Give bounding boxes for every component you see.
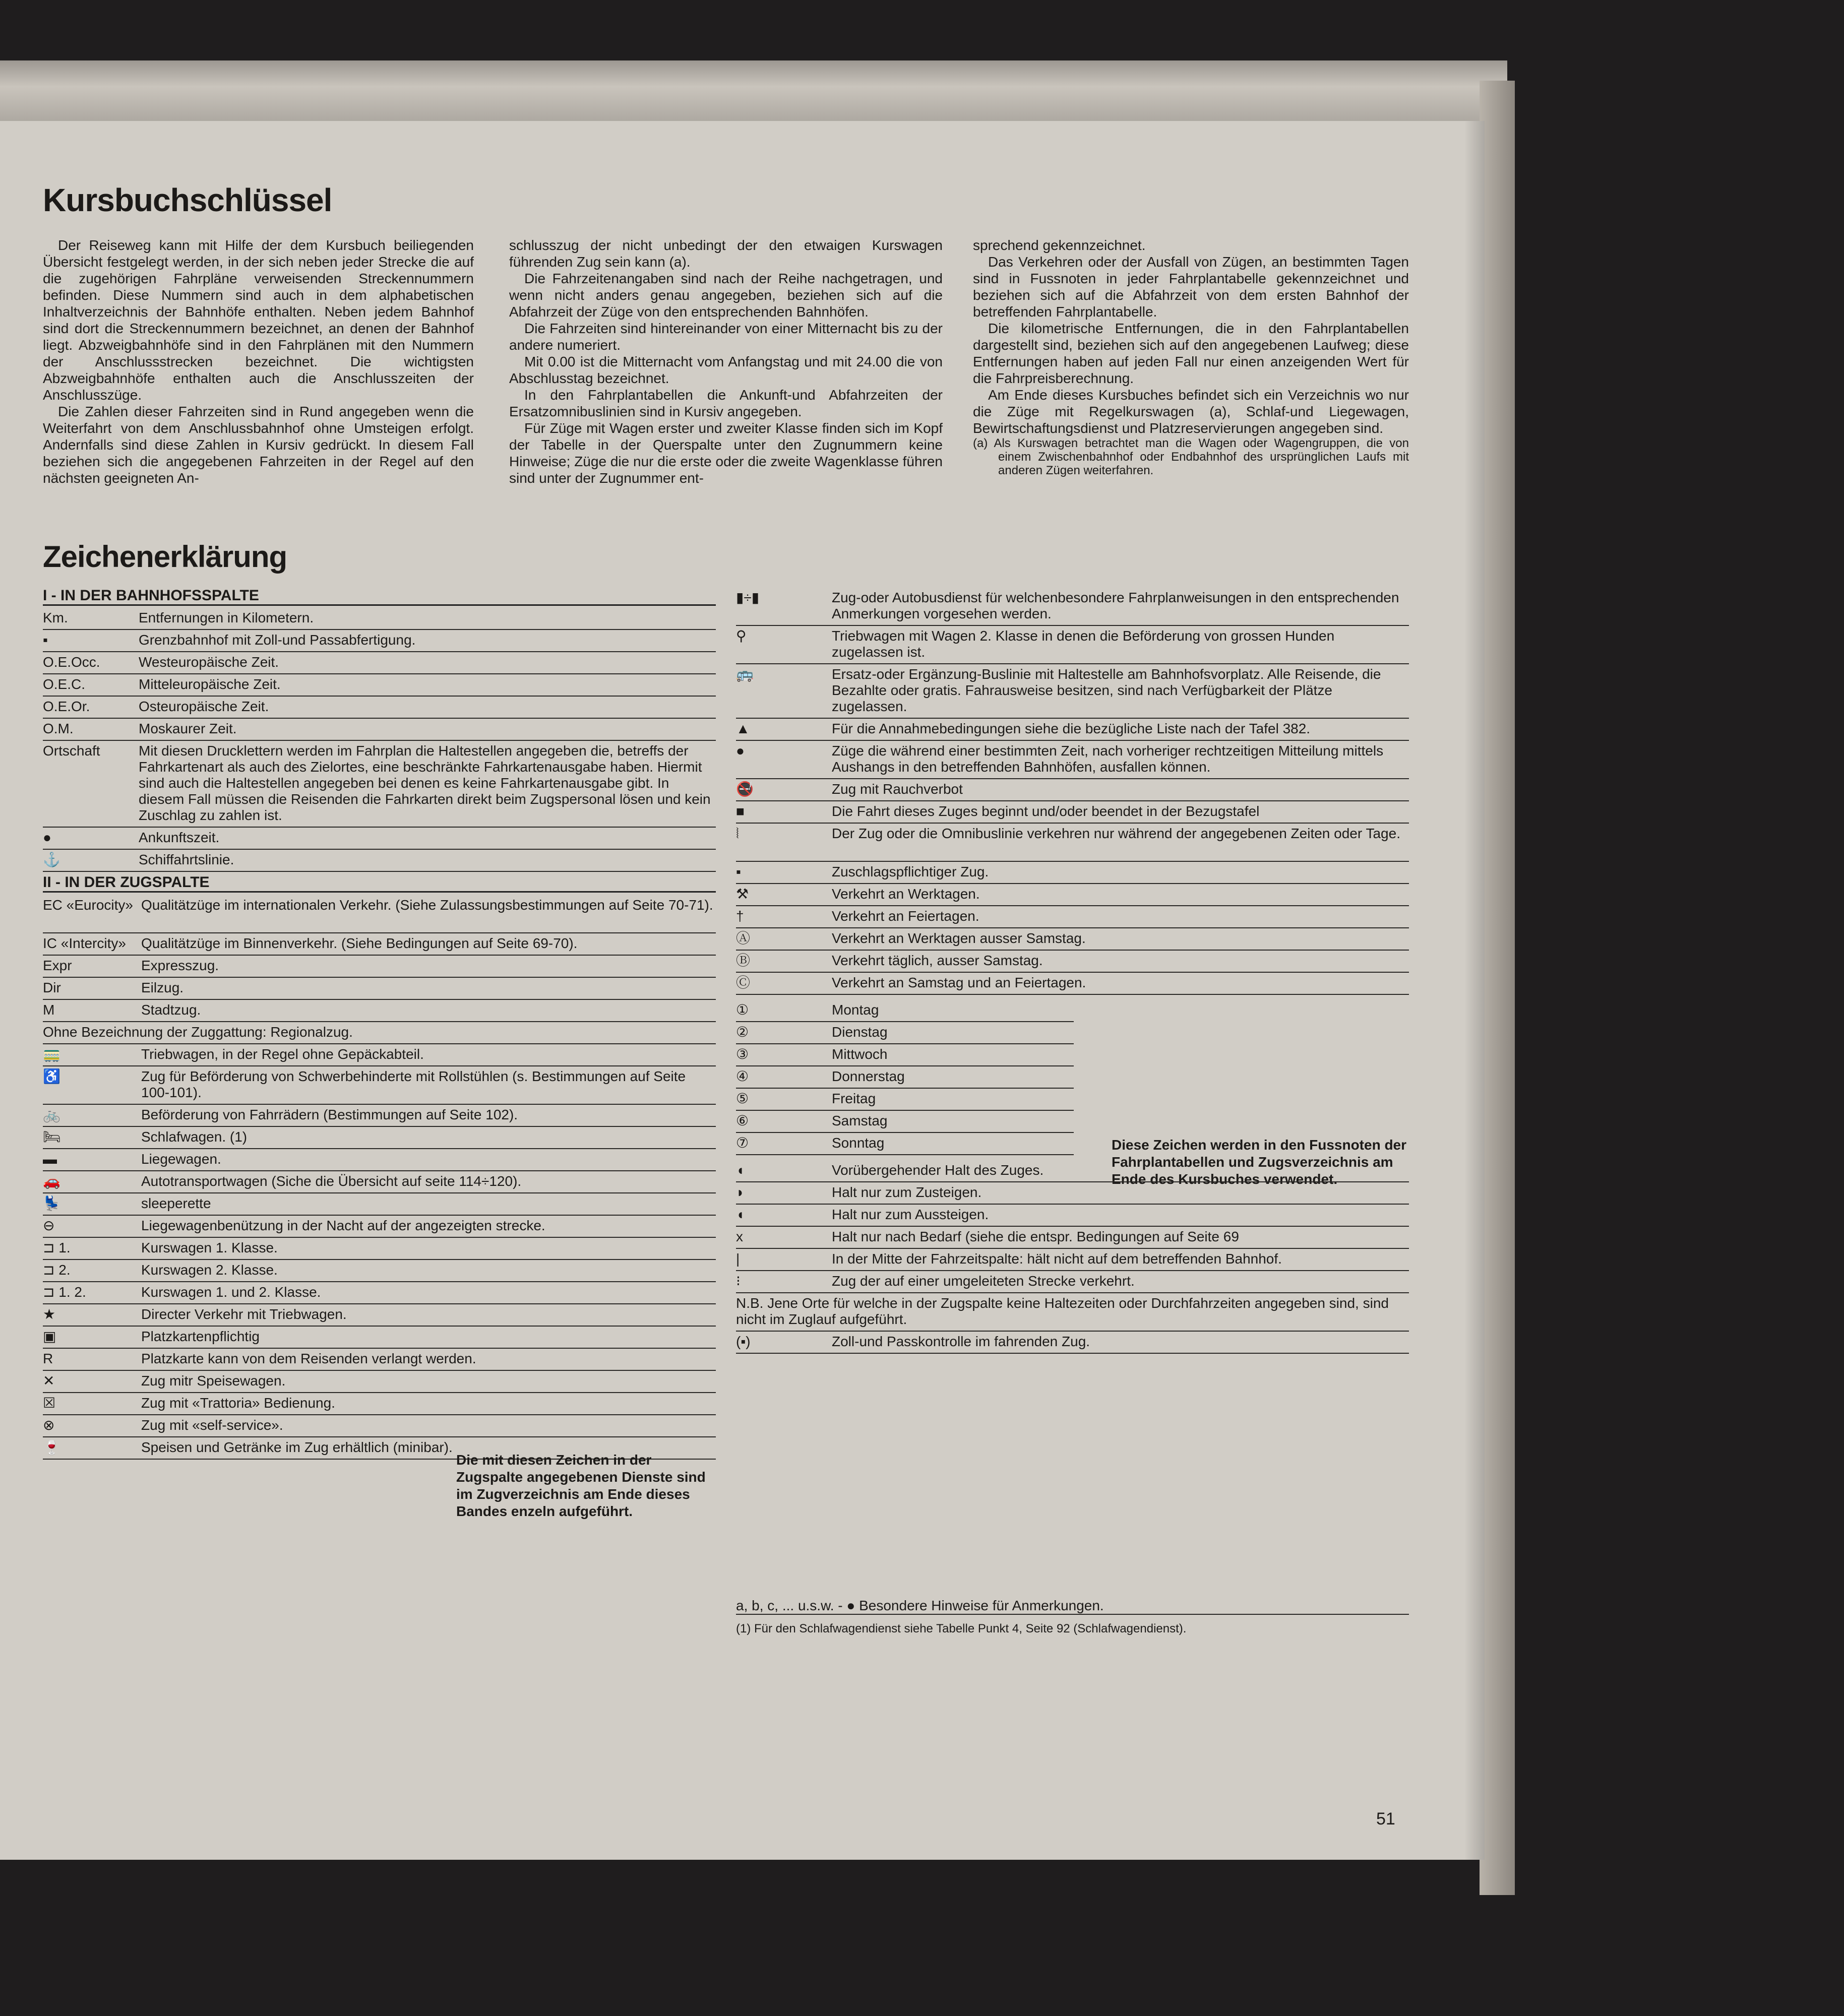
legend-text: Qualitätzüge im Binnenverkehr. (Siehe Bedingungen auf Seite 69-70). bbox=[141, 935, 578, 951]
section-title-zeichen: Zeichenerklärung bbox=[43, 540, 287, 574]
legend-row bbox=[736, 1184, 1409, 1205]
legend-symbol-icon: ② bbox=[736, 1024, 749, 1040]
legend-symbol-icon: Ⓑ bbox=[736, 953, 751, 968]
legend-row bbox=[736, 743, 1409, 779]
legend-text: Osteuropäische Zeit. bbox=[139, 699, 269, 714]
legend-text: Speisen und Getränke im Zug erhältlich (minibar). bbox=[141, 1439, 453, 1455]
legend-symbol-icon: 🛏 bbox=[43, 1129, 61, 1145]
book-spine-edge bbox=[1480, 81, 1515, 1895]
legend-text: Züge die während einer bestimmten Zeit, nach vorheriger rechtzeitigen Mitteilung mittels Aushangs in den betreffenden Bahnhöfen, ausfallen können. bbox=[832, 743, 1384, 775]
legend-row bbox=[43, 632, 716, 652]
legend-text: Triebwagen, in der Regel ohne Gepäckabteil. bbox=[141, 1046, 424, 1062]
legend-text: Zuschlagspflichtiger Zug. bbox=[832, 864, 989, 879]
text-column-3 bbox=[973, 237, 1409, 477]
legend-symbol-icon: † bbox=[736, 908, 744, 924]
legend-row bbox=[43, 1002, 716, 1022]
legend-text: Mittwoch bbox=[832, 1046, 888, 1062]
legend-text: Grenzbahnhof mit Zoll-und Passabfertigung. bbox=[139, 632, 416, 648]
legend-text: Beförderung von Fahrrädern (Bestimmungen auf Seite 102). bbox=[141, 1107, 518, 1122]
legend-text: Halt nur zum Aussteigen. bbox=[832, 1207, 989, 1222]
legend-row bbox=[43, 1262, 716, 1282]
legend-row bbox=[43, 654, 716, 674]
legend-text: Sonntag bbox=[832, 1135, 885, 1151]
legend-text: Kurswagen 1. Klasse. bbox=[141, 1240, 278, 1255]
legend-row bbox=[736, 1334, 1409, 1354]
legend-row bbox=[736, 1251, 1409, 1271]
legend-symbol-icon: 🍷 bbox=[43, 1439, 60, 1455]
legend-text: sleeperette bbox=[141, 1195, 211, 1211]
legend-symbol-icon: ⊐ 1. bbox=[43, 1240, 71, 1255]
legend-text: Triebwagen mit Wagen 2. Klasse in denen die Beförderung von grossen Hunden zugelassen ist. bbox=[832, 628, 1335, 660]
paragraph: Das Verkehren oder der Ausfall von Zügen, an bestimmten Tagen sind in Fussnoten in jeder Fahrplantabelle gekennzeichnet und beziehen sich auf die Abfahrzeit von dem ersten Bahnhof der betreffenden Fahrplantabelle. bbox=[973, 254, 1409, 320]
legend-symbol-icon: ⦚ bbox=[736, 826, 739, 841]
paragraph: Die Zahlen dieser Fahrzeiten sind in Rund angegeben wenn die Weiterfahrt von dem Anschlussbahnhof ohne Umsteigen erfolgt. Andernfalls sind diese Zahlen in Kursiv gedrückt. In diesem Fall beziehen sich die angegebenen Fahrzeiten in der Regel auf den nächsten geeigneten An- bbox=[43, 404, 474, 486]
legend-text: Liegewagen. bbox=[141, 1151, 221, 1167]
legend-symbol-icon: 🚲 bbox=[43, 1107, 60, 1122]
legend-row bbox=[736, 1162, 1409, 1182]
legend-row bbox=[43, 1417, 716, 1437]
legend-text: Donnerstag bbox=[832, 1068, 905, 1084]
legend-symbol-icon: Km. bbox=[43, 610, 68, 625]
legend-symbol-icon: Ortschaft bbox=[43, 743, 100, 759]
legend-symbol-icon: ● bbox=[43, 830, 51, 845]
legend-row bbox=[43, 897, 716, 933]
legend-symbol-icon: ▮÷▮ bbox=[736, 590, 760, 605]
legend-row bbox=[736, 826, 1409, 862]
legend-row bbox=[736, 590, 1409, 626]
services-note: Die mit diesen Zeichen in der Zugspalte angegebenen Dienste sind im Zugverzeichnis am Ende dieses Bandes enzeln aufgeführt. bbox=[456, 1452, 706, 1519]
legend-text: Autotransportwagen (Siche die Übersicht auf seite 114÷120). bbox=[141, 1173, 522, 1189]
legend-text: N.B. Jene Orte für welche in der Zugspalte keine Haltezeiten oder Durchfahrzeiten angegeben sind, sind nicht im Zuglauf aufgeführt. bbox=[736, 1295, 1389, 1327]
legend-text: Dienstag bbox=[832, 1024, 888, 1040]
legend-symbol-icon: ⊐ 2. bbox=[43, 1262, 71, 1278]
legend-row bbox=[736, 1273, 1409, 1293]
paragraph: Am Ende dieses Kursbuches befindet sich ein Verzeichnis wo nur die Züge mit Regelkurswagen (a), Schlaf-und Liegewagen, Bewirtschaftungsdienst und Platzreservierungen angegeben sind. bbox=[973, 387, 1409, 436]
legend-symbol-icon: 🚗 bbox=[43, 1173, 60, 1189]
legend-row bbox=[736, 930, 1409, 951]
legend-row bbox=[736, 908, 1409, 928]
legend-row bbox=[43, 743, 716, 828]
legend-text: Halt nur nach Bedarf (siehe die entspr. Bedingungen auf Seite 69 bbox=[832, 1229, 1239, 1244]
legend-row bbox=[43, 1107, 716, 1127]
legend-text: Eilzug. bbox=[141, 980, 184, 995]
legend-symbol-icon: ① bbox=[736, 1002, 749, 1018]
legend-row bbox=[43, 1129, 716, 1149]
legend-row bbox=[43, 610, 716, 630]
text-column-2 bbox=[509, 237, 943, 486]
legend-symbol-icon: ♿ bbox=[43, 1068, 60, 1084]
legend-text: Halt nur zum Zusteigen. bbox=[832, 1184, 982, 1200]
legend-text: Ersatz-oder Ergänzung-Buslinie mit Haltestelle am Bahnhofsvorplatz. Alle Reisende, die Bezahlte oder gratis. Fahrausweise besitzen, sind nach Verfügbarkeit der Plätze zugelassen. bbox=[832, 666, 1381, 714]
legend-text: Die Fahrt dieses Zuges beginnt und/oder beendet in der Bezugstafel bbox=[832, 803, 1260, 819]
legend-text: Platzkarte kann von dem Reisenden verlangt werden. bbox=[141, 1351, 476, 1366]
text-column-1 bbox=[43, 237, 474, 486]
legend-row bbox=[43, 980, 716, 1000]
page-title: Kursbuchschlüssel bbox=[43, 182, 332, 218]
legend-symbol-icon: M bbox=[43, 1002, 55, 1018]
legend-symbol-icon: ⚓ bbox=[43, 852, 60, 867]
legend-symbol-icon: O.E.C. bbox=[43, 676, 86, 692]
legend-symbol-icon: ✕ bbox=[43, 1373, 55, 1389]
legend-row bbox=[736, 1024, 1074, 1044]
legend-text: Verkehrt täglich, ausser Samstag. bbox=[832, 953, 1043, 968]
legend-text: Kurswagen 1. und 2. Klasse. bbox=[141, 1284, 321, 1300]
legend-row bbox=[736, 1091, 1074, 1111]
paragraph: Die kilometrische Entfernungen, die in den Fahrplantabellen dargestellt sind, beziehen sich auf den angegebenen Laufweg; diese Entfernungen haben auf jeden Fall nur einen anzeigenden Wert für die Fahrpreisberechnung. bbox=[973, 321, 1409, 386]
legend-text: Schiffahrtslinie. bbox=[139, 852, 234, 867]
legend-text: Ohne Bezeichnung der Zuggattung: Regionalzug. bbox=[43, 1024, 353, 1040]
legend-text: Kurswagen 2. Klasse. bbox=[141, 1262, 278, 1278]
legend-symbol-icon: ⚒ bbox=[736, 886, 749, 902]
legend-symbol-icon: ⊐ 1. 2. bbox=[43, 1284, 86, 1300]
legend-row bbox=[43, 1195, 716, 1216]
legend-row bbox=[736, 1068, 1074, 1089]
legend-row bbox=[736, 864, 1409, 884]
legend-text: Samstag bbox=[832, 1113, 888, 1128]
legend-row bbox=[736, 1135, 1074, 1155]
legend-text: Zoll-und Passkontrolle im fahrenden Zug. bbox=[832, 1334, 1090, 1349]
legend-row bbox=[736, 781, 1409, 801]
footnote-kurswagen: (a) Als Kurswagen betrachtet man die Wagen oder Wagengruppen, die von einem Zwischenbahnhof oder Endbahnhof des ursprünglichen Laufs mit anderen Zügen weiterfahren. bbox=[973, 436, 1409, 477]
legend-symbol-icon: ⁝ bbox=[736, 1273, 741, 1289]
legend-row bbox=[43, 935, 716, 956]
legend-symbol-icon: ◖ bbox=[736, 1207, 745, 1222]
legend-text: Verkehrt an Werktagen. bbox=[832, 886, 980, 902]
legend-row bbox=[736, 1295, 1409, 1332]
legend-symbol-icon: ▪ bbox=[736, 864, 741, 879]
legend-symbol-icon: (▪) bbox=[736, 1334, 751, 1349]
legend-symbol-icon: ⊗ bbox=[43, 1417, 55, 1433]
legend-text: In der Mitte der Fahrzeitspalte: hält nicht auf dem betreffenden Bahnhof. bbox=[832, 1251, 1282, 1267]
legend-text: Montag bbox=[832, 1002, 879, 1018]
legend-row bbox=[43, 1306, 716, 1327]
legend-symbol-icon: ⑦ bbox=[736, 1135, 749, 1151]
legend-symbol-icon: O.E.Or. bbox=[43, 699, 90, 714]
legend-row bbox=[43, 1173, 716, 1193]
legend-symbol-icon: Ⓐ bbox=[736, 930, 751, 946]
legend-row bbox=[736, 1207, 1409, 1227]
legend-symbol-icon: ⑥ bbox=[736, 1113, 749, 1128]
paragraph: Der Reiseweg kann mit Hilfe der dem Kursbuch beiliegenden Übersicht festgelegt werden, in der sich neben jeder Strecke die auf die zugehörigen Fahrpläne verweisenden Streckennummern befinden. Diese Nummern sind auch in dem alphabetischen Inhaltverzeichnis der Bahnhöfe enthalten. Neben jedem Bahnhof sind dort die Streckennummern bezeichnet, an denen der Bahnhof liegt. Abzweigbahnhöfe sind in den Fahrplänen mit den Nummern der Anschlussstrecken bezeichnet. Die wichtigsten Abzweigbahnhöfe enthalten auch die Anschlusszeiten der Anschlusszüge. bbox=[43, 237, 474, 403]
legend-row bbox=[43, 1351, 716, 1371]
legend-row bbox=[736, 803, 1409, 824]
paragraph: Mit 0.00 ist die Mitternacht vom Anfangstag und mit 24.00 die von Abschlusstag bezeichnet. bbox=[509, 354, 943, 386]
legend-symbol-icon: ● bbox=[736, 743, 745, 759]
legend-row bbox=[43, 1024, 716, 1044]
weekday-note: Diese Zeichen werden in den Fussnoten der Fahrplantabellen und Zugsverzeichnis am Ende des Kursbuches verwendet. bbox=[1112, 1137, 1407, 1187]
legend-text: Entfernungen in Kilometern. bbox=[139, 610, 314, 625]
legend-symbol-icon: ◖ bbox=[736, 1162, 745, 1178]
legend-row bbox=[736, 1113, 1074, 1133]
legend-row bbox=[43, 1151, 716, 1171]
legend-symbol-icon: ★ bbox=[43, 1306, 56, 1322]
legend-text: Zug für Beförderung von Schwerbehinderte mit Rollstühlen (s. Bestimmungen auf Seite 100-101). bbox=[141, 1068, 686, 1100]
legend-text: Zug der auf einer umgeleiteten Strecke verkehrt. bbox=[832, 1273, 1135, 1289]
legend-row bbox=[736, 1229, 1409, 1249]
legend-row bbox=[43, 676, 716, 697]
legend-text: Freitag bbox=[832, 1091, 876, 1106]
paragraph: Die Fahrzeitenangaben sind nach der Reihe nachgetragen, und wenn nicht anders genau angegeben, beziehen sich auf die Abfahrzeit der Züge von den entsprechenden Bahnhöfen. bbox=[509, 271, 943, 320]
legend-symbol-icon: Dir bbox=[43, 980, 61, 995]
legend-text: Stadtzug. bbox=[141, 1002, 201, 1018]
legend-text: Zug-oder Autobusdienst für welchenbesondere Fahrplanweisungen in den entsprechenden Anmerkungen vorgesehen werden. bbox=[832, 590, 1399, 621]
legend-symbol-icon: 🚌 bbox=[736, 666, 754, 682]
legend-text: Liegewagenbenützung in der Nacht auf der angezeigten strecke. bbox=[141, 1218, 545, 1233]
legend-symbol-icon: O.E.Occ. bbox=[43, 654, 100, 670]
legend-symbol-icon: Ⓒ bbox=[736, 975, 751, 990]
page-number: 51 bbox=[1376, 1809, 1395, 1829]
legend-text: Verkehrt an Werktagen ausser Samstag. bbox=[832, 930, 1086, 946]
paragraph: sprechend gekennzeichnet. bbox=[973, 237, 1146, 253]
legend-row bbox=[736, 628, 1409, 664]
legend-text: Verkehrt an Feiertagen. bbox=[832, 908, 979, 924]
legend-text: Zug mit Rauchverbot bbox=[832, 781, 963, 797]
legend-row bbox=[43, 958, 716, 978]
legend-row bbox=[43, 1240, 716, 1260]
legend-text: Expresszug. bbox=[141, 958, 219, 973]
legend-text: Directer Verkehr mit Triebwagen. bbox=[141, 1306, 347, 1322]
legend-symbol-icon: ☒ bbox=[43, 1395, 56, 1411]
legend-symbol-icon: ⑤ bbox=[736, 1091, 749, 1106]
legend-row bbox=[736, 721, 1409, 741]
legend-text: Qualitätzüge im internationalen Verkehr. (Siehe Zulassungsbestimmungen auf Seite 70-71). bbox=[141, 897, 713, 913]
legend-text: Platzkartenpflichtig bbox=[141, 1329, 260, 1344]
legend-row bbox=[43, 699, 716, 719]
legend-symbol-icon: ⊖ bbox=[43, 1218, 55, 1233]
legend-symbol-icon: Expr bbox=[43, 958, 72, 973]
legend-symbol-icon: 🚭 bbox=[736, 781, 754, 797]
legend-row bbox=[736, 886, 1409, 906]
legend-text: Schlafwagen. (1) bbox=[141, 1129, 248, 1145]
legend-text: Vorübergehender Halt des Zuges. bbox=[832, 1162, 1044, 1178]
legend-text: Der Zug oder die Omnibuslinie verkehren nur während der angegebenen Zeiten oder Tage. bbox=[832, 826, 1400, 841]
legend-symbol-icon: 💺 bbox=[43, 1195, 60, 1211]
section-heading-bahnhofsspalte: I - IN DER BAHNHOFSSPALTE bbox=[43, 587, 716, 606]
legend-text: Ankunftszeit. bbox=[139, 830, 220, 845]
legend-row bbox=[43, 1329, 716, 1349]
legend-text: Moskaurer Zeit. bbox=[139, 721, 237, 736]
legend-text: Zug mitr Speisewagen. bbox=[141, 1373, 286, 1389]
legend-symbol-icon: ▲ bbox=[736, 721, 750, 736]
legend-text: Zug mit «self-service». bbox=[141, 1417, 283, 1433]
legend-symbol-icon: ▣ bbox=[43, 1329, 56, 1344]
legend-row bbox=[43, 721, 716, 741]
legend-row bbox=[736, 953, 1409, 973]
legend-symbol-icon: ▬ bbox=[43, 1151, 57, 1167]
legend-symbol-icon: IC «Intercity» bbox=[43, 935, 126, 951]
abc-note: a, b, c, ... u.s.w. - ● Besondere Hinweise für Anmerkungen. bbox=[736, 1598, 1409, 1615]
legend-symbol-icon: O.M. bbox=[43, 721, 74, 736]
paragraph: Für Züge mit Wagen erster und zweiter Klasse finden sich im Kopf der Tabelle in der Querspalte unter den Zugnummern keine Hinweise; Züge die nur die erste oder die zweite Wagenklasse führen sind unter der Zugnummer ent- bbox=[509, 420, 943, 486]
legend-text: Mitteleuropäische Zeit. bbox=[139, 676, 281, 692]
legend-symbol-icon: ▪ bbox=[43, 632, 48, 648]
legend-symbol-icon: ■ bbox=[736, 803, 745, 819]
legend-text: Westeuropäische Zeit. bbox=[139, 654, 279, 670]
paragraph: In den Fahrplantabellen die Ankunft-und Abfahrzeiten der Ersatzomnibuslinien sind in Kursiv angegeben. bbox=[509, 387, 943, 419]
legend-row bbox=[43, 1068, 716, 1105]
legend-row bbox=[43, 1046, 716, 1066]
legend-text: Für die Annahmebedingungen siehe die bezügliche Liste nach der Tafel 382. bbox=[832, 721, 1311, 736]
page-shadow bbox=[1464, 121, 1485, 1860]
legend-symbol-icon: ④ bbox=[736, 1068, 749, 1084]
legend-row bbox=[736, 975, 1409, 995]
legend-row bbox=[736, 1046, 1074, 1066]
legend-symbol-icon: EC «Eurocity» bbox=[43, 897, 133, 913]
legend-row bbox=[43, 1373, 716, 1393]
footnote-schlafwagen: (1) Für den Schlafwagendienst siehe Tabelle Punkt 4, Seite 92 (Schlafwagendienst). bbox=[736, 1622, 1187, 1635]
paragraph: Die Fahrzeiten sind hintereinander von einer Mitternacht bis zu der andere numeriert. bbox=[509, 321, 943, 353]
book-page-edges bbox=[0, 60, 1507, 126]
paragraph: schlusszug der nicht unbedingt der den etwaigen Kurswagen führenden Zug sein kann (a). bbox=[509, 237, 943, 270]
legend-symbol-icon: ◗ bbox=[736, 1184, 745, 1200]
legend-row bbox=[43, 1395, 716, 1415]
legend-row bbox=[43, 852, 716, 872]
legend-row bbox=[43, 830, 716, 850]
legend-symbol-icon: 🚃 bbox=[43, 1046, 60, 1062]
legend-row bbox=[736, 666, 1409, 719]
legend-text: Zug mit «Trattoria» Bedienung. bbox=[141, 1395, 335, 1411]
legend-row bbox=[736, 1002, 1074, 1022]
legend-symbol-icon: ③ bbox=[736, 1046, 749, 1062]
legend-text: Mit diesen Drucklettern werden im Fahrplan die Haltestellen angegeben die, betreffs der Fahrkartenart als auch des Zielortes, eine beschränkte Fahrkartenausgabe haben. Hiermit sind auch die Haltestellen angegeben bei denen es keine Fahrkartenausgabe gibt. In diesem Fall müssen die Reisenden die Fahrkarten direkt beim Zugspersonal lösen und kein Zuschlag zu zahlen ist. bbox=[139, 743, 711, 823]
section-heading-zugspalte: II - IN DER ZUGSPALTE bbox=[43, 874, 716, 893]
legend-symbol-icon: | bbox=[736, 1251, 740, 1267]
legend-symbol-icon: x bbox=[736, 1229, 743, 1244]
legend-symbol-icon: ⚲ bbox=[736, 628, 747, 644]
legend-row bbox=[43, 1218, 716, 1238]
legend-row bbox=[43, 1284, 716, 1304]
legend-symbol-icon: R bbox=[43, 1351, 53, 1366]
legend-text: Verkehrt an Samstag und an Feiertagen. bbox=[832, 975, 1086, 990]
